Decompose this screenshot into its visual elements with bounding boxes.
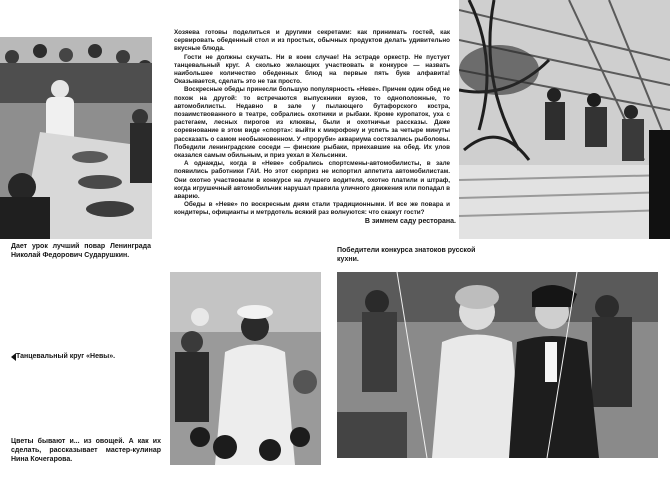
photo-vegetable-flowers xyxy=(170,272,321,465)
article-paragraph: Воскресные обеды принесли большую популярность «Неве». Причем один обед не похож на другой: то встречаются выпускники вузов, то одноположные, то автомобилисты. Недавно в зале у пылающего бутафорского костра, позаимствованного в театре, собрались охотники и рыбаки. Кроме куропаток, уха с растегаем, лесных пирогов из клюквы, были и охотничьи рассказы. Даже соревнование в этом виде «спорта»: выйти к микрофону и успеть за четыре минуты рассказать о самом необыкновенном. У «проруби» аквариума состязались рыболовы. Победили ленинградские соседи — финские рыбаки, приехавшие на обед. Их улов оказался самым обильным, и приз уехал в Хельсинки. xyxy=(174,86,450,160)
photo-contest-winners xyxy=(337,272,658,458)
photo-chef-serving-table xyxy=(0,37,152,239)
photo-winter-garden xyxy=(459,0,670,239)
caption-chef: Дает урок лучший повар Ленинграда Николай Федорович Сударушкин. xyxy=(11,243,151,259)
caption-dance-circle: Танцевальный круг «Невы». xyxy=(16,353,116,360)
photo-chef-graphic xyxy=(0,37,152,239)
article-paragraph: А однажды, когда в «Неве» собрались спортсмены-автомобилисты, в зале появились работники ГАИ. Но этот сюрприз не испортил аппетита автомобилистам. Они охотно участвовали в конкурсе на лучшего водителя, охотно платили и штраф, когда игрушечный автомобильчик нарушал правила уличного движения или попадал в аварию. xyxy=(174,160,450,201)
article-paragraph: Обеды в «Неве» по воскресным дням стали традиционными. И все же повара и кондитеры, официанты и метрдотель всякий раз волнуются: что скажут гости? xyxy=(174,201,450,217)
caption-vegetable-flowers: Цветы бывают и... из овощей. А как их сделать, рассказывает мастер-кулинар Нина Кочегарова. xyxy=(11,438,161,463)
article-paragraph: Гости не должны скучать. Ни в коем случае! На эстраде оркестр. Не пустует танцевальный круг. А сколько желающих участвовать в конкурсе — назвать наибольшее количество обеденных блюд на первые пять букв алфавита! Оказывается, сделать это не так просто. xyxy=(174,53,450,86)
article-paragraph: Хозяева готовы поделиться и другими секретами: как принимать гостей, как сервировать обеденный стол и из простых, обычных продуктов делать удивительно вкусные блюда. xyxy=(174,29,450,53)
caption-winners: Победители конкурса знатоков русской кухни. xyxy=(337,247,476,263)
caption-winter-garden: В зимнем саду ресторана. xyxy=(364,218,456,225)
photo-cooks-graphic xyxy=(170,272,321,465)
photo-winners-graphic xyxy=(337,272,658,458)
photo-garden-graphic xyxy=(459,0,670,239)
article-body xyxy=(174,29,450,218)
